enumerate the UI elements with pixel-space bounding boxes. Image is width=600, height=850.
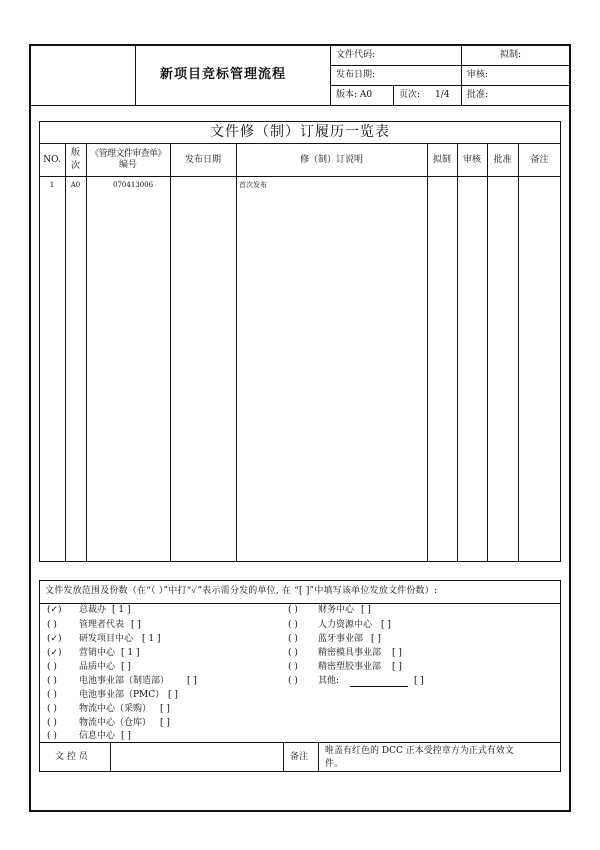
col-header-no: NO. xyxy=(43,155,61,165)
dist-check[interactable]: ( ) xyxy=(288,620,298,630)
drafted-by-label: 拟制: xyxy=(500,50,522,60)
dist-dept: 物流中心（仓库） xyxy=(79,718,152,728)
dist-count[interactable]: [ ] xyxy=(392,662,402,672)
dist-count[interactable]: [ ] xyxy=(160,718,170,728)
footer-note: 件。 xyxy=(325,759,344,769)
header-bottom-line xyxy=(29,105,571,106)
dist-dept: 电池事业部（制造部） xyxy=(79,676,170,686)
dist-check[interactable]: ( ) xyxy=(47,690,57,700)
other-fill-line[interactable] xyxy=(350,686,408,687)
dist-dept: 精密模具事业部 xyxy=(318,648,382,658)
header-divider-1 xyxy=(135,44,136,105)
revision-title-line xyxy=(39,143,561,144)
dist-check[interactable]: ( ) xyxy=(47,676,57,686)
dist-dept: 人力资源中心 xyxy=(318,620,373,630)
dist-count[interactable]: [ 1 ] xyxy=(112,605,131,615)
dist-dept: 信息中心 xyxy=(79,731,116,741)
col-header-drafted: 拟制 xyxy=(432,155,451,165)
dist-check[interactable]: ( ) xyxy=(288,634,298,644)
dist-dept: 管理者代表 xyxy=(79,620,125,630)
revision-header-line xyxy=(39,176,561,177)
header-divider-2 xyxy=(330,44,331,105)
dist-count[interactable]: [ ] xyxy=(121,731,131,741)
dist-check[interactable]: ( ) xyxy=(288,676,298,686)
col-header-version: 次 xyxy=(70,161,80,171)
dist-dept: 研发项目中心 xyxy=(79,634,134,644)
col-header-remarks: 备注 xyxy=(530,155,549,165)
col-divider xyxy=(457,143,458,562)
dist-dept: 总裁办 xyxy=(79,605,107,615)
dist-count[interactable]: [ ] xyxy=(392,648,402,658)
header-row-line-2 xyxy=(330,85,571,86)
footer-remarks-label: 备注 xyxy=(290,752,309,762)
header-divider-version xyxy=(393,85,394,105)
dist-count[interactable]: [ ] xyxy=(414,676,424,686)
dist-check[interactable]: ( ) xyxy=(47,704,57,714)
dist-check[interactable]: ( ) xyxy=(288,648,298,658)
doc-code-label: 文件代码: xyxy=(336,50,376,60)
col-divider xyxy=(236,143,237,562)
controller-label: 文 控 员 xyxy=(55,752,88,762)
col-header-form-no: 《管理文件审查单》 xyxy=(90,149,166,159)
publish-date-label: 发布日期: xyxy=(336,70,376,80)
col-divider xyxy=(427,143,428,562)
cell-form-no: 070413006 xyxy=(113,181,154,189)
dist-check[interactable]: ( ) xyxy=(288,662,298,672)
dist-dept: 蓝牙事业部 xyxy=(318,634,364,644)
dist-count[interactable]: [ ] xyxy=(160,704,170,714)
col-divider xyxy=(170,143,171,562)
dist-check[interactable]: (✓) xyxy=(47,605,62,615)
col-header-publish-date: 发布日期 xyxy=(184,155,221,165)
controller-signature-field[interactable] xyxy=(111,744,282,771)
dist-dept: 物流中心（采购） xyxy=(79,704,152,714)
col-divider xyxy=(65,143,66,562)
dist-count[interactable]: [ ] xyxy=(131,620,141,630)
col-divider xyxy=(518,143,519,562)
reviewed-by-label: 审核: xyxy=(467,70,489,80)
dist-count[interactable]: [ ] xyxy=(361,605,371,615)
revision-table-title: 文件修（制）订履历一览表 xyxy=(210,124,390,140)
dist-check[interactable]: (✓) xyxy=(47,634,62,644)
dist-count[interactable]: [ ] xyxy=(168,690,178,700)
col-header-version: 版 xyxy=(70,148,80,158)
page-label: 页次: xyxy=(399,90,421,100)
cell-no: 1 xyxy=(49,181,55,189)
footer-divider xyxy=(283,743,284,772)
dist-check[interactable]: ( ) xyxy=(47,620,57,630)
col-header-reviewed: 审核 xyxy=(462,155,481,165)
dist-dept: 财务中心 xyxy=(318,605,355,615)
col-divider xyxy=(487,143,488,562)
dist-check[interactable]: ( ) xyxy=(288,605,298,615)
version-label: 版本: A0 xyxy=(336,90,373,100)
dist-dept: 精密塑胶事业部 xyxy=(318,662,382,672)
dist-check[interactable]: ( ) xyxy=(47,662,57,672)
approved-by-label: 批准: xyxy=(467,90,489,100)
col-divider xyxy=(86,143,87,562)
dist-dept: 营销中心 xyxy=(79,648,116,658)
footer-note: 唯盖有红色的 DCC 正本受控章方为正式有效文 xyxy=(325,746,514,756)
document-title: 新项目竞标管理流程 xyxy=(160,67,287,82)
distribution-title-line xyxy=(39,603,561,604)
dist-check[interactable]: ( ) xyxy=(47,731,57,741)
cell-version: A0 xyxy=(70,181,81,189)
dist-count[interactable]: [ ] xyxy=(121,662,131,672)
dist-dept: 电池事业部（PMC） xyxy=(79,690,165,700)
distribution-instruction: 文件发放范围及份数（在“（ ）”中打“✓”表示需分发的单位, 在 “[ ]”中填写该单位发放文件份数）: xyxy=(45,586,438,596)
dist-check[interactable]: ( ) xyxy=(47,718,57,728)
header-row-line-1 xyxy=(330,65,571,66)
dist-dept: 品质中心 xyxy=(79,662,116,672)
cell-description: 首次发布 xyxy=(239,181,267,189)
page-value: 1/4 xyxy=(435,90,450,100)
dist-check[interactable]: (✓) xyxy=(47,648,62,658)
dist-count[interactable]: [ ] xyxy=(187,676,197,686)
dist-dept: 其他: xyxy=(318,676,340,686)
header-divider-3 xyxy=(461,44,462,105)
dist-count[interactable]: [ ] xyxy=(381,620,391,630)
dist-count[interactable]: [ 1 ] xyxy=(121,648,140,658)
dist-count[interactable]: [ ] xyxy=(371,634,381,644)
col-header-approved: 批准 xyxy=(493,155,512,165)
footer-divider xyxy=(318,743,319,772)
dist-count[interactable]: [ 1 ] xyxy=(142,634,161,644)
col-header-revision-desc: 修（制）订说明 xyxy=(299,155,363,165)
col-header-form-no: 编号 xyxy=(118,160,137,170)
